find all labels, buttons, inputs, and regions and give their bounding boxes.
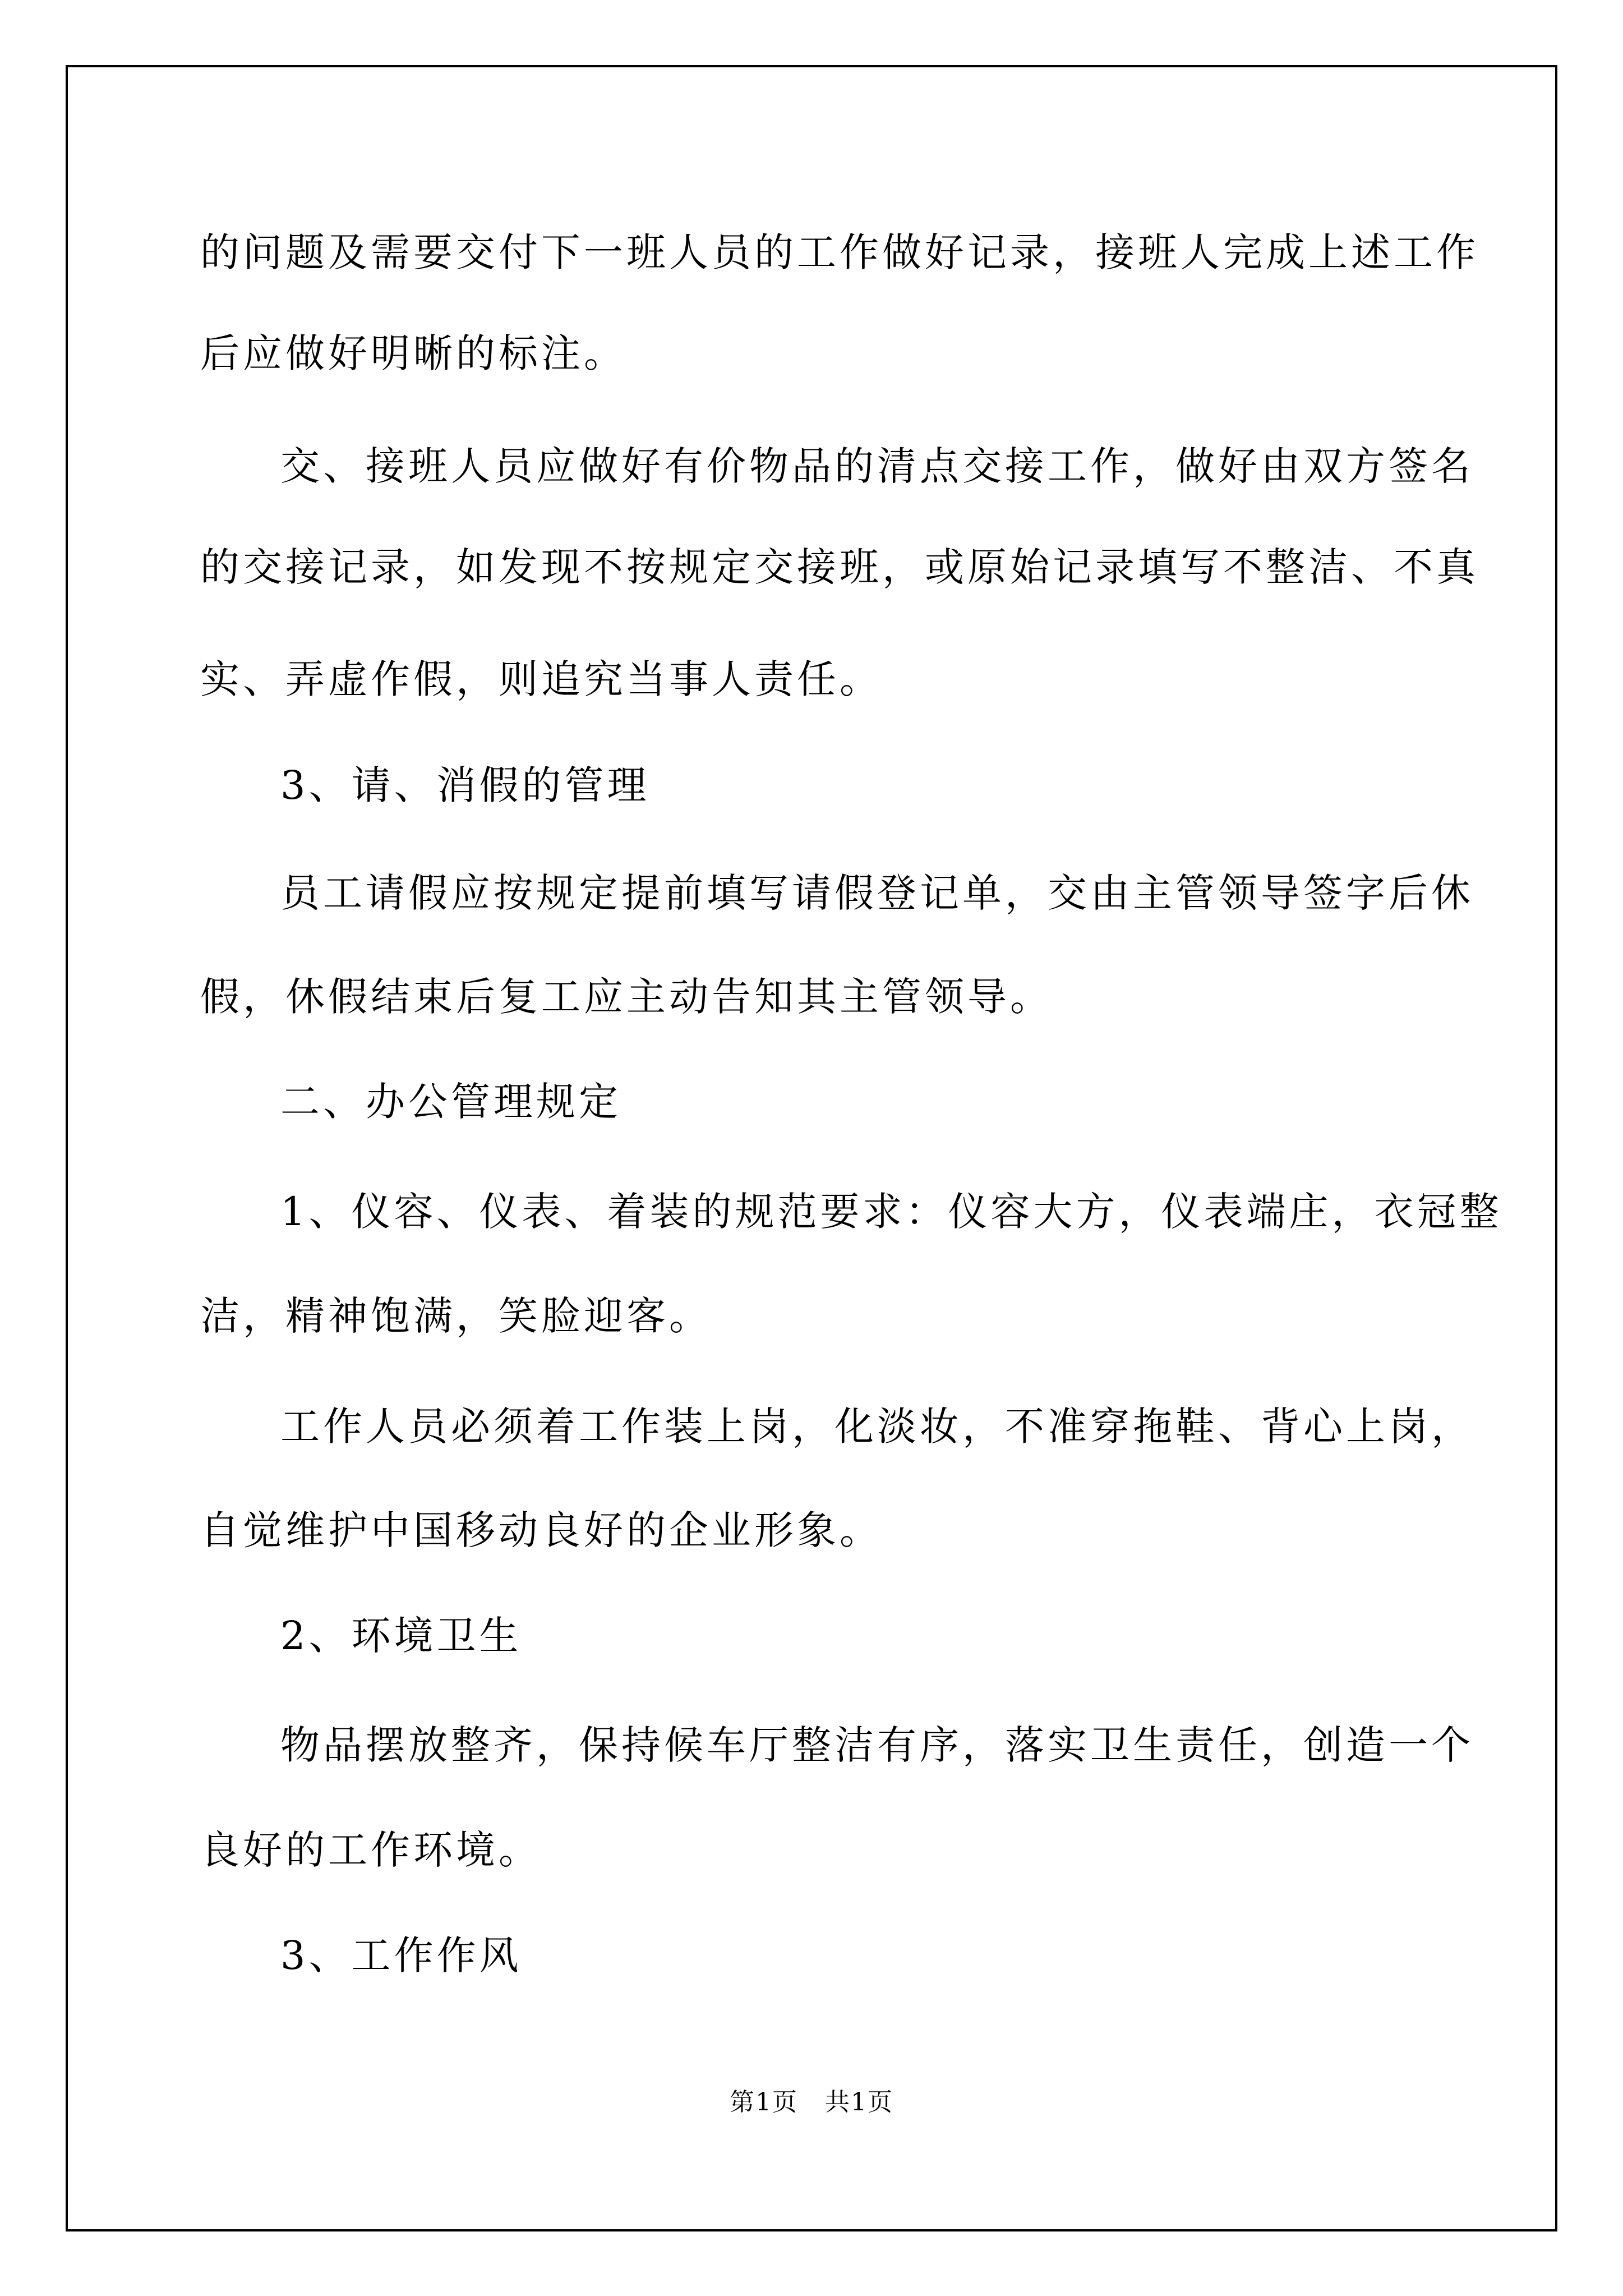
text-line: 良好的工作环境。 — [200, 1827, 541, 1873]
text-line: 假，休假结束后复工应主动告知其主管领导。 — [200, 974, 1053, 1020]
text-line: 后应做好明晰的标注。 — [200, 330, 626, 376]
text-line: 物品摆放整齐，保持候车厅整洁有序，落实卫生责任，创造一个 — [280, 1722, 1474, 1768]
text-line: 1、仪容、仪表、着装的规范要求：仪容大方，仪表端庄，衣冠整 — [280, 1189, 1502, 1235]
text-line: 工作人员必须着工作装上岗，化淡妆，不准穿拖鞋、背心上岗， — [280, 1404, 1474, 1450]
section-heading: 2、环境卫生 — [280, 1613, 522, 1659]
page-border — [66, 65, 1557, 2231]
text-line: 自觉维护中国移动良好的企业形象。 — [200, 1507, 882, 1553]
section-heading: 3、请、消假的管理 — [280, 762, 650, 808]
page-footer: 第1页 共1页 — [730, 2088, 893, 2116]
text-line: 交、接班人员应做好有价物品的清点交接工作，做好由双方签名 — [280, 443, 1474, 489]
section-heading: 二、办公管理规定 — [280, 1079, 621, 1125]
text-line: 洁，精神饱满，笑脸迎客。 — [200, 1293, 712, 1339]
section-heading: 3、工作作风 — [280, 1932, 522, 1978]
text-line: 实、弄虚作假，则追究当事人责任。 — [200, 656, 882, 702]
text-line: 的交接记录，如发现不按规定交接班，或原始记录填写不整洁、不真 — [200, 544, 1479, 590]
text-line: 员工请假应按规定提前填写请假登记单，交由主管领导签字后休 — [280, 870, 1474, 916]
text-line: 的问题及需要交付下一班人员的工作做好记录，接班人完成上述工作 — [200, 229, 1479, 275]
